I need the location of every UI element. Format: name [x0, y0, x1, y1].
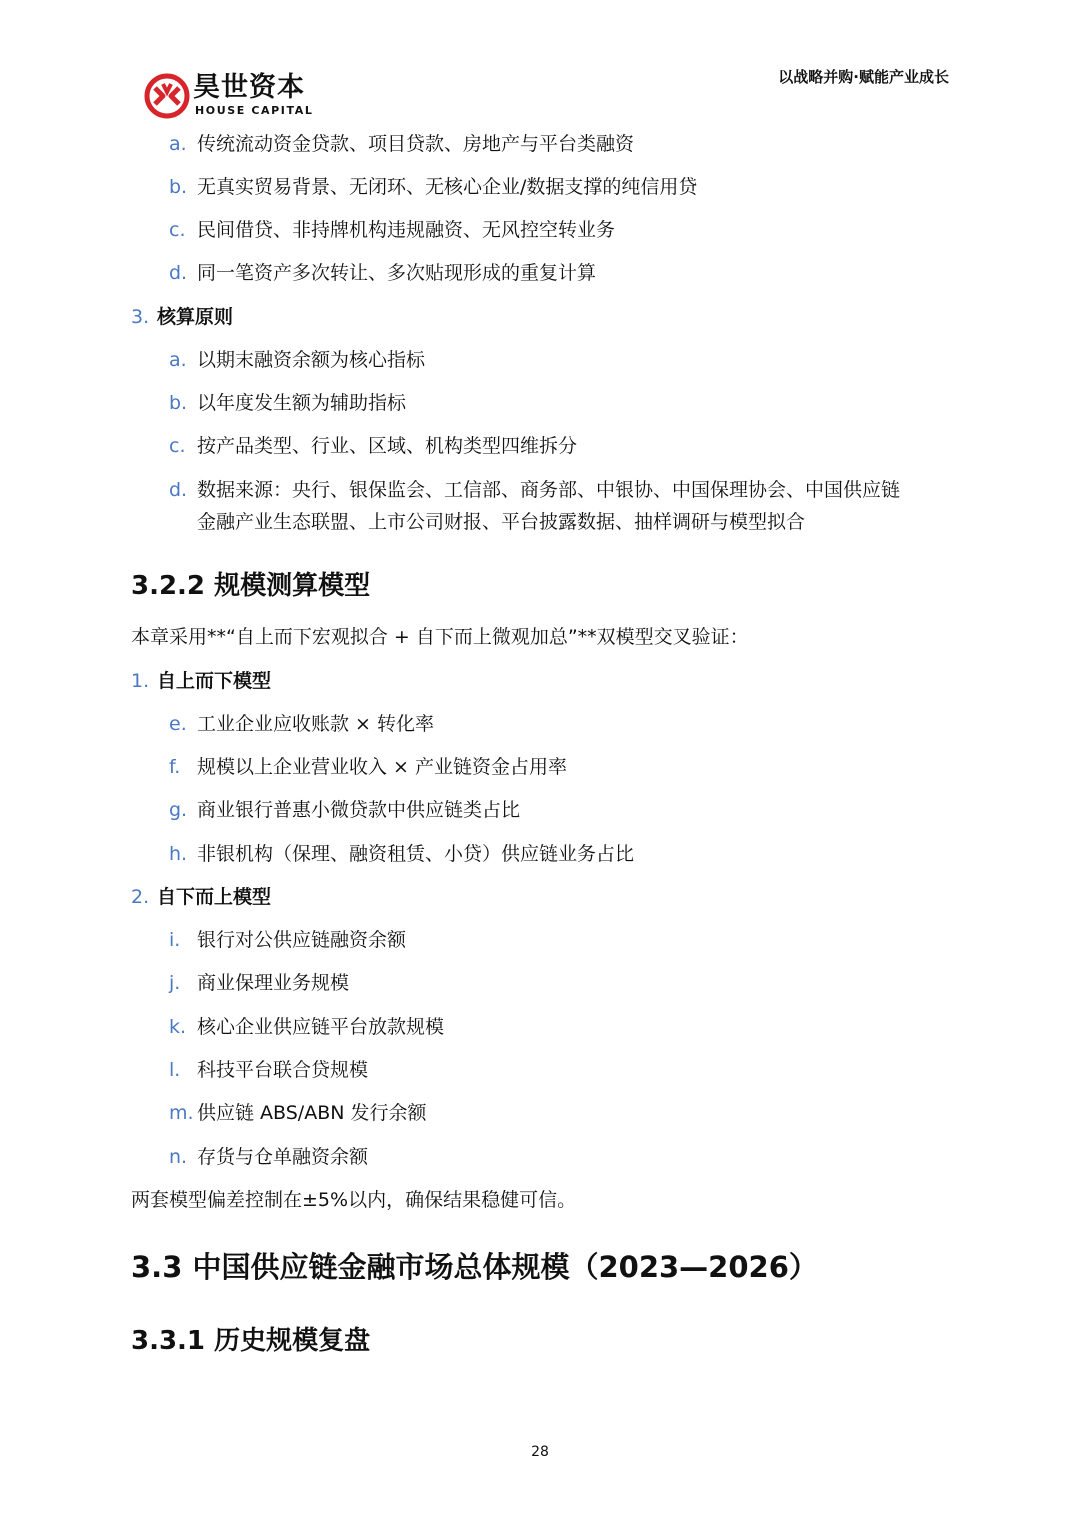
list-item: 传统流动资金贷款、项目贷款、房地产与平台类融资: [197, 133, 635, 155]
list-marker: c.: [169, 219, 186, 241]
list-marker: l.: [169, 1059, 181, 1081]
list-marker: a.: [169, 133, 187, 155]
list-item: 按产品类型、行业、区域、机构类型四维拆分: [197, 435, 578, 457]
list-marker: g.: [169, 799, 188, 821]
list-marker: f.: [169, 756, 181, 778]
list-item: 核心企业供应链平台放款规模: [197, 1016, 445, 1038]
list-marker: m.: [169, 1102, 194, 1124]
list-item: 以期末融资余额为核心指标: [197, 349, 426, 371]
list-marker: b.: [169, 392, 188, 414]
list-item-continuation: 金融产业生态联盟、上市公司财报、平台披露数据、抽样调研与模型拟合: [197, 511, 806, 533]
header-slogan: 以战略并购·赋能产业成长: [778, 68, 949, 86]
list-item: 商业银行普惠小微贷款中供应链类占比: [197, 799, 521, 821]
list-item: 工业企业应收账款 × 转化率: [197, 713, 434, 735]
list-marker: k.: [169, 1016, 187, 1038]
list-marker: h.: [169, 843, 188, 865]
list-marker: n.: [169, 1146, 188, 1168]
list-item: 同一笔资产多次转让、多次贴现形成的重复计算: [197, 262, 597, 284]
heading-3-3: 3.3 中国供应链金融市场总体规模（2023—2026）: [131, 1250, 818, 1284]
list-marker: j.: [169, 972, 181, 994]
list-item: 存货与仓单融资余额: [197, 1146, 369, 1168]
list-item: 银行对公供应链融资余额: [197, 929, 407, 951]
intro-paragraph: 本章采用**“自上而下宏观拟合 + 自下而上微观加总”**双模型交叉验证：: [131, 626, 749, 648]
section-number: 3.: [131, 306, 150, 328]
list-marker: d.: [169, 262, 188, 284]
list-item: 数据来源：央行、银保监会、工信部、商务部、中银协、中国保理协会、中国供应链: [197, 479, 901, 501]
logo-english-name: HOUSE CAPITAL: [195, 104, 314, 117]
list-marker: c.: [169, 435, 186, 457]
logo-mark-icon: [143, 72, 191, 120]
page-number: 28: [531, 1444, 549, 1460]
list-item: 无真实贸易背景、无闭环、无核心企业/数据支撑的纯信用贷: [197, 176, 698, 198]
section-number: 1.: [131, 670, 150, 692]
list-item: 民间借贷、非持牌机构违规融资、无风控空转业务: [197, 219, 616, 241]
section-number: 2.: [131, 886, 150, 908]
heading-3-2-2: 3.2.2 规模测算模型: [131, 571, 371, 601]
company-logo: [143, 72, 313, 120]
heading-3-3-1: 3.3.1 历史规模复盘: [131, 1326, 371, 1356]
list-item: 供应链 ABS/ABN 发行余额: [197, 1102, 427, 1124]
list-marker: a.: [169, 349, 187, 371]
list-item: 规模以上企业营业收入 × 产业链资金占用率: [197, 756, 568, 778]
list-marker: i.: [169, 929, 181, 951]
list-item: 非银机构（保理、融资租赁、小贷）供应链业务占比: [197, 843, 635, 865]
section-title-top-down: 自上而下模型: [157, 670, 272, 692]
conclusion-paragraph: 两套模型偏差控制在±5%以内，确保结果稳健可信。: [131, 1189, 577, 1211]
list-marker: b.: [169, 176, 188, 198]
section-title-accounting-principles: 核算原则: [157, 306, 234, 328]
section-title-bottom-up: 自下而上模型: [157, 886, 272, 908]
list-marker: d.: [169, 479, 188, 501]
list-marker: e.: [169, 713, 187, 735]
list-item: 商业保理业务规模: [197, 972, 350, 994]
list-item: 以年度发生额为辅助指标: [197, 392, 407, 414]
logo-chinese-name: 昊世资本: [193, 72, 305, 103]
list-item: 科技平台联合贷规模: [197, 1059, 369, 1081]
